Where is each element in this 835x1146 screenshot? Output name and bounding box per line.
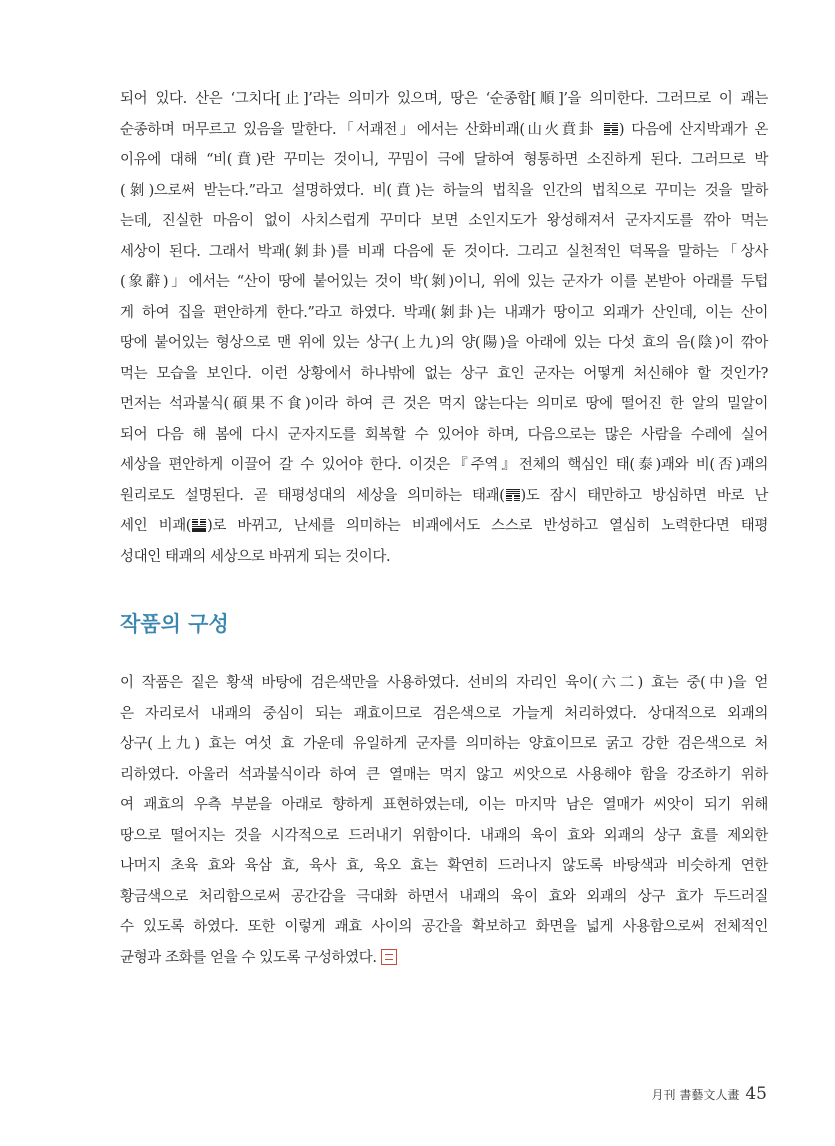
article-page (120, 84, 768, 973)
page-footer (652, 1084, 767, 1104)
text-line: 되어 있다. 산은 ‘그치다[止]’라는 의미가 있으며, 땅은 ‘순종함[順]’을 의미한다. 그러므로 이 괘는 (120, 91, 768, 107)
text-line: 여 괘효의 우측 부분을 아래로 향하게 표현하였는데, 이는 마지막 남은 열매가 씨앗이 되기 위해 (120, 797, 768, 813)
text-line: 순종하며 머무르고 있음을 말한다.「서괘전」에서는 산화비괘(山火賁卦 ) 다음에 산지박괘가 온 (120, 121, 768, 138)
text-line: 이 작품은 짙은 황색 바탕에 검은색만을 사용하였다. 선비의 자리인 육이(六二) 효는 중(中)을 얻 (120, 675, 768, 691)
hexagram-bi-icon (604, 123, 618, 136)
text-line: 되어 다음 해 봄에 다시 군자지도를 회복할 수 있어야 하며, 다음으로는 많은 사람을 수레에 실어 (120, 426, 768, 443)
hexagram-tai-icon (506, 489, 520, 502)
paragraph-composition (120, 668, 768, 973)
text-line: 먼저는 석과불식(碩果不食)이라 하여 큰 것은 먹지 않는다는 의미로 땅에 떨어진 한 알의 밀알이 (120, 396, 768, 412)
journal-name: 月刊 書藝文人畫 (651, 1088, 740, 1102)
text-line: 는데, 진실한 마음이 없이 사치스럽게 꾸미다 보면 소인지도가 왕성해져서 군자지도를 깎아 먹는 (120, 213, 768, 229)
text-line: 성대인 태괘의 세상으로 바뀌게 되는 것이다. (120, 548, 391, 565)
hexagram-pi-icon (192, 519, 206, 532)
text-line: 땅에 붙어있는 형상으로 맨 위에 있는 상구(上九)의 양(陽)을 아래에 있는 다섯 효의 음(陰)이 깎아 (120, 335, 768, 351)
text-line: (象辭)」에서는 “산이 땅에 붙어있는 것이 박(剝)이니, 위에 있는 군자가 이를 본받아 아래를 두텁 (120, 274, 768, 290)
text-line: 이유에 대해 “비(賁)란 꾸미는 것이니, 꾸밈이 극에 달하여 형통하면 소진하게 된다. 그러므로 박 (120, 152, 768, 168)
section-heading: 작품의 구성 (120, 612, 229, 636)
text-line: (剝)으로써 받는다.”라고 설명하였다. 비(賁)는 하늘의 법칙을 인간의 법칙으로 꾸미는 것을 말하 (120, 182, 768, 199)
text-line: 황금색으로 처리함으로써 공간감을 극대화 하면서 내괘의 육이 효와 외괘의 상구 효가 두드러질 (120, 888, 768, 905)
text-line: 세상이 된다. 그래서 박괘(剝卦)를 비괘 다음에 둔 것이다. 그리고 실천적인 덕목을 말하는「상사 (120, 243, 768, 260)
text-line: 나머지 초육 효와 육삼 효, 육사 효, 육오 효는 확연히 드러나지 않도록 바탕색과 비슷하게 연한 (120, 858, 768, 874)
text-line: 리하였다. 아울러 석과불식이라 하여 큰 열매는 먹지 않고 씨앗으로 사용해야 함을 강조하기 위하 (120, 766, 768, 783)
text-line: 상구(上九) 효는 여섯 효 가운데 유일하게 군자를 의미하는 양효이므로 굵고 강한 검은색으로 처 (120, 736, 768, 752)
text-line: 균형과 조화를 얻을 수 있도록 구성하였다. (120, 943, 768, 974)
text-line: 세상을 편안하게 이끌어 갈 수 있어야 한다. 이것은『주역』전체의 핵심인 태(泰)괘와 비(否)괘의 (120, 457, 768, 473)
text-line: 수 있도록 하였다. 또한 이렇게 괘효 사이의 공간을 확보하고 화면을 넓게 사용함으로써 전체적인 (120, 919, 768, 935)
paragraph-intro (120, 84, 768, 572)
text-line: 은 자리로서 내괘의 중심이 되는 괘효이므로 검은색으로 가늘게 처리하였다. 상대적으로 외괘의 (120, 705, 768, 722)
page-number: 45 (745, 1084, 767, 1104)
seal-stamp-icon (381, 949, 397, 965)
text-line: 먹는 모습을 보인다. 이런 상황에서 하나밖에 없는 상구 효인 군자는 어떻게 처신해야 할 것인가? (120, 365, 768, 382)
text-line: 원리로도 설명된다. 곧 태평성대의 세상을 의미하는 태괘( )도 잠시 태만하고 방심하면 바로 난 (120, 487, 768, 504)
text-line: 게 하여 집을 편안하게 한다.”라고 하였다. 박괘(剝卦)는 내괘가 땅이고 외괘가 산인데, 이는 산이 (120, 304, 768, 321)
text-line: 땅으로 떨어지는 것을 시각적으로 드러내기 위함이다. 내괘의 육이 효와 외괘의 상구 효를 제외한 (120, 827, 768, 844)
text-line: 세인 비괘( )로 바뀌고, 난세를 의미하는 비괘에서도 스스로 반성하고 열심히 노력한다면 태평 (120, 518, 768, 534)
